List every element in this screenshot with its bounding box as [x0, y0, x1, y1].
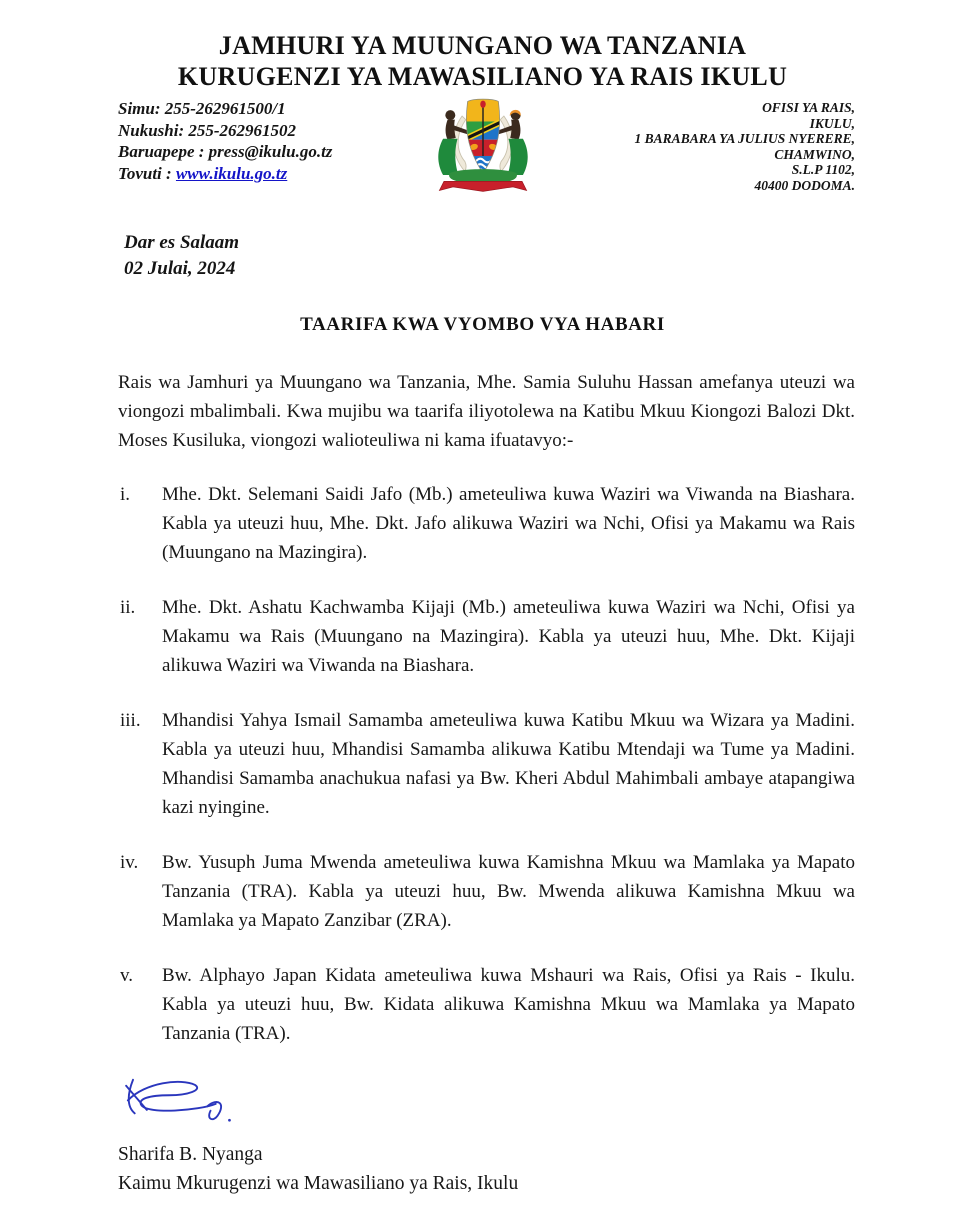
address-line: 40400 DODOMA. — [754, 177, 855, 193]
signatory-title: Kaimu Mkurugenzi wa Mawasiliano ya Rais, Ikulu — [118, 1173, 519, 1194]
list-item — [120, 593, 855, 680]
address-line: 1 BARABARA YA JULIUS NYERERE, — [634, 131, 855, 146]
dateline — [124, 230, 965, 282]
list-item — [120, 706, 855, 822]
list-item-numeral: i. — [120, 484, 131, 505]
country-title: JAMHURI YA MUUNGANO WA TANZANIA — [218, 31, 747, 60]
list-item — [120, 480, 855, 567]
list-item-text: Bw. Yusuph Juma Mwenda ameteuliwa kuwa Kamishna Mkuu wa Mamlaka ya Mapato Tanzania (TRA). Kabla ya uteuzi huu, Bw. Mwenda alikuwa Kamishna Mkuu wa Mamlaka ya Mapato Zanzibar (ZRA). — [162, 852, 855, 931]
phone-line: Simu: 255-262961500/1 — [118, 99, 286, 118]
list-item — [120, 848, 855, 935]
dateline-place: Dar es Salaam — [124, 232, 240, 253]
fax-line: Nukushi: 255-262961502 — [118, 120, 297, 140]
website-link[interactable]: www.ikulu.go.tz — [175, 163, 288, 183]
signature-block — [114, 1072, 965, 1198]
list-item-numeral: v. — [120, 965, 134, 986]
list-item — [120, 961, 855, 1048]
list-item-numeral: iii. — [120, 710, 141, 731]
website-label: Tovuti : — [118, 163, 176, 183]
contact-block — [118, 98, 332, 184]
list-item-text: Mhandisi Yahya Ismail Samamba ameteuliwa kuwa Katibu Mkuu wa Wizara ya Madini. Kabla ya uteuzi huu, Mhandisi Samamba alikuwa Katibu Mtendaji wa Tume ya Madini. Mhandisi Samamba anachukua nafasi ya Bw. Kheri Abdul Mahimbali ambaye atapangiwa kazi nyingine. — [162, 710, 855, 818]
letterhead-row — [0, 98, 965, 216]
directorate-title: KURUGENZI YA MAWASILIANO YA RAIS IKULU — [177, 62, 788, 91]
document-heading: TAARIFA KWA VYOMBO VYA HABARI — [300, 314, 665, 335]
list-item-text: Mhe. Dkt. Selemani Saidi Jafo (Mb.) ameteuliwa kuwa Waziri wa Viwanda na Biashara. Kabla ya uteuzi huu, Mhe. Dkt. Jafo alikuwa Waziri wa Nchi, Ofisi ya Makamu wa Rais (Muungano na Mazingira). — [162, 484, 855, 563]
handwritten-signature — [114, 1072, 264, 1134]
letterhead-title — [0, 0, 965, 92]
intro-paragraph: Rais wa Jamhuri ya Muungano wa Tanzania, Mhe. Samia Suluhu Hassan amefanya uteuzi wa viongozi mbalimbali. Kwa mujibu wa taarifa iliyotolewa na Katibu Mkuu Kiongozi Balozi Dkt. Moses Kusiluka, viongozi walioteuliwa ni kama ifuatavyo:- — [118, 372, 855, 451]
address-line: OFISI YA RAIS, — [762, 100, 855, 115]
signatory-name: Sharifa B. Nyanga — [118, 1144, 263, 1165]
website-line — [118, 163, 332, 185]
list-item-text: Mhe. Dkt. Ashatu Kachwamba Kijaji (Mb.) ameteuliwa kuwa Waziri wa Nchi, Ofisi ya Makamu wa Rais (Muungano na Mazingira). Kabla ya uteuzi huu, Mhe. Dkt. Kijaji alikuwa Waziri wa Viwanda na Biashara. — [162, 597, 855, 676]
address-line: IKULU, — [809, 115, 855, 131]
appointments-list — [120, 480, 855, 1048]
email-line — [118, 141, 332, 163]
email-value: press@ikulu.go.tz — [208, 142, 333, 161]
tanzania-coat-of-arms — [424, 94, 542, 203]
dateline-date: 02 Julai, 2024 — [124, 258, 236, 279]
email-label: Baruapepe : — [118, 142, 209, 161]
list-item-numeral: iv. — [120, 852, 139, 873]
address-line: S.L.P 1102, — [791, 162, 855, 177]
address-block — [635, 100, 855, 193]
address-line: CHAMWINO, — [774, 146, 855, 162]
list-item-numeral: ii. — [120, 597, 136, 618]
list-item-text: Bw. Alphayo Japan Kidata ameteuliwa kuwa Mshauri wa Rais, Ofisi ya Rais - Ikulu. Kabla ya uteuzi huu, Bw. Kidata alikuwa Kamishna Mkuu wa Mamlaka ya Mapato Tanzania (TRA). — [162, 965, 855, 1044]
